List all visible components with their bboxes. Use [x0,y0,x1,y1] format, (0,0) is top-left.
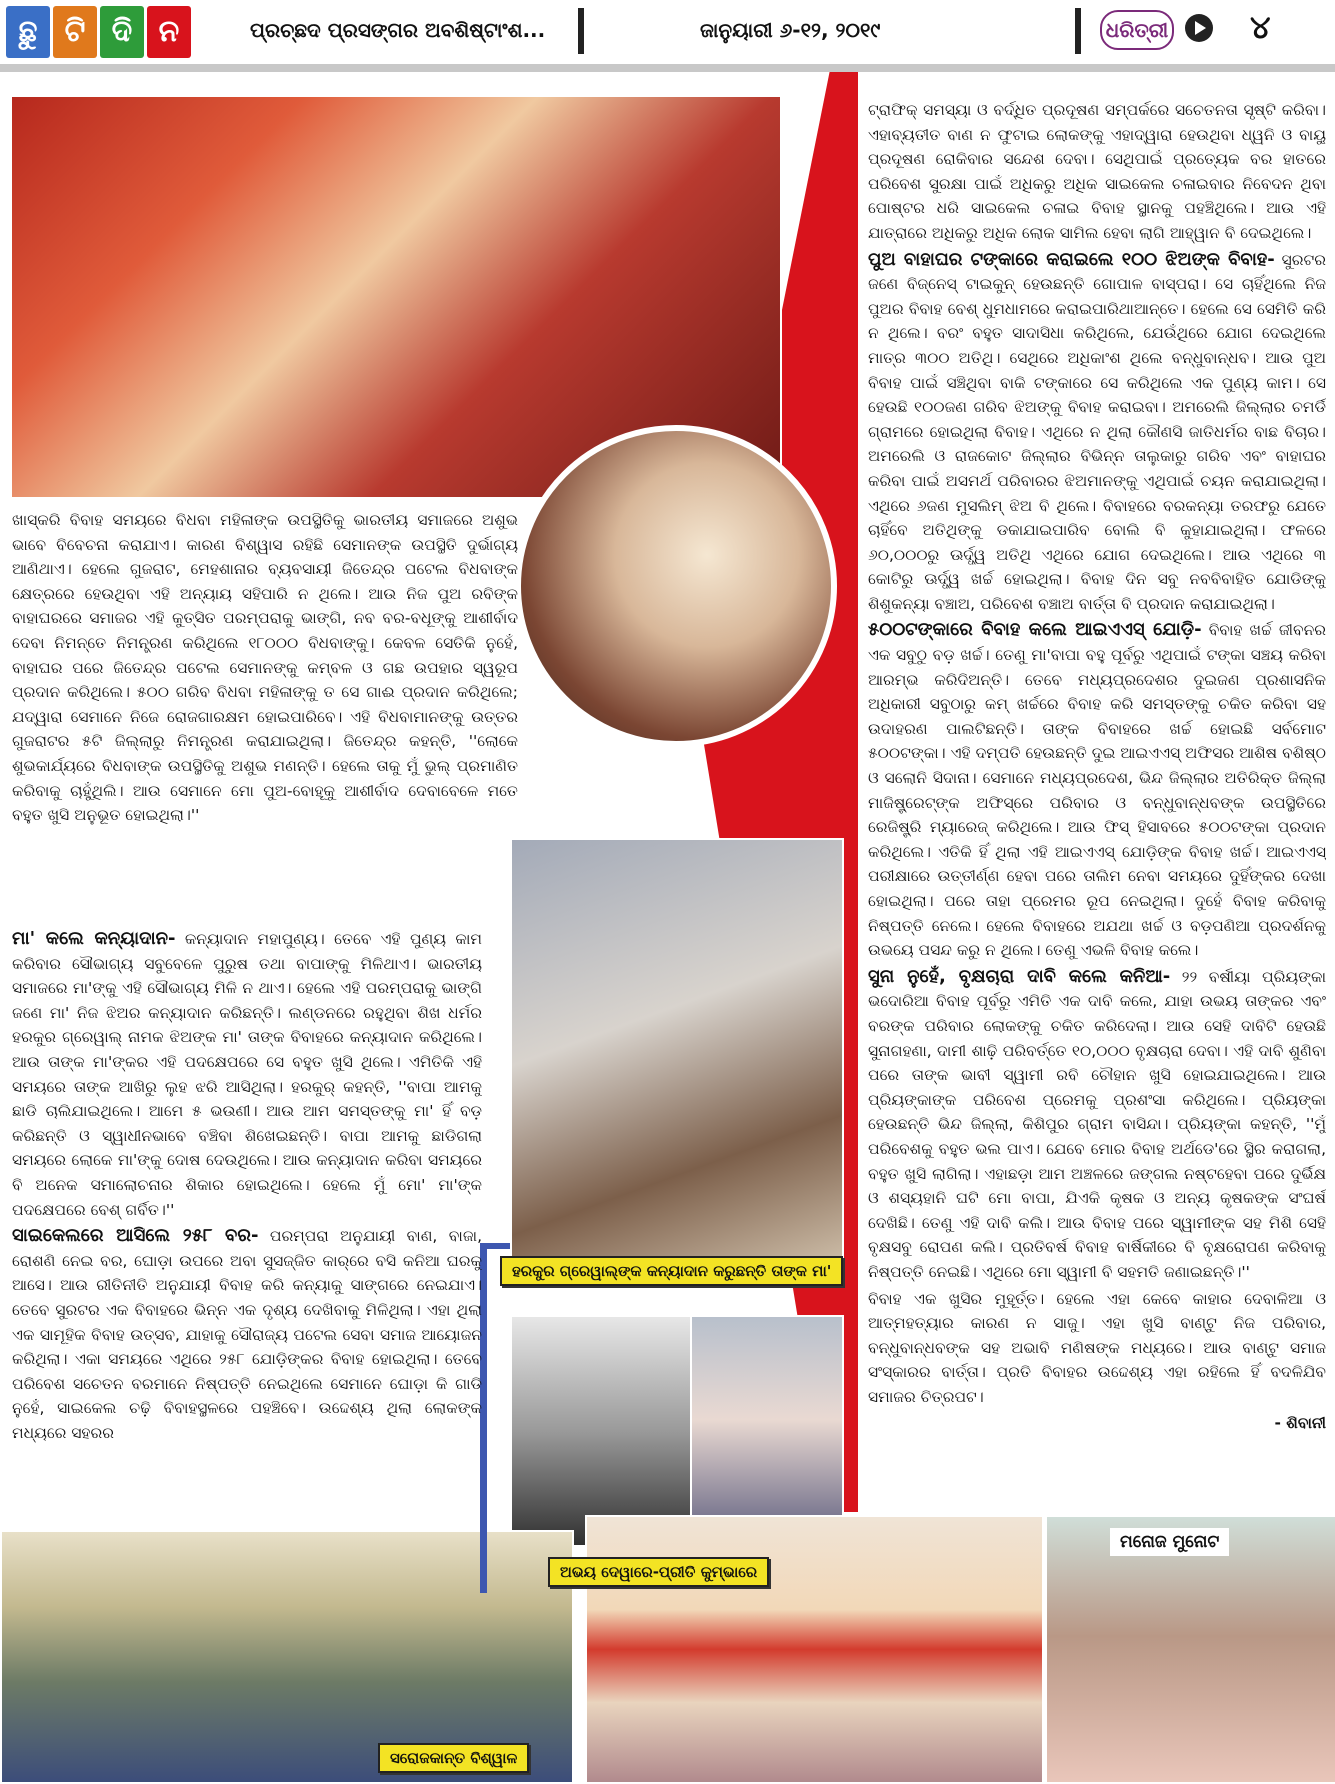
issue-date: ଜାନୁୟାରୀ ୬-୧୨, ୨୦୧୯ [700,18,881,42]
couple-garland-photo [690,1315,844,1547]
brand-logo: ଧରିତ୍ରୀ [1100,10,1174,50]
logo-letter: ନ [147,6,191,58]
divider [578,8,584,54]
play-icon [1185,14,1213,42]
author-signature: - ଶିବାନୀ [1274,1414,1326,1433]
paragraph: ୨୨ ବର୍ଷୀୟା ପ୍ରିୟଙ୍କା ଭଦୋରିଆ ବିବାହ ପୂର୍ବରୁ ଏମିତି ଏକ ଦାବି କଲେ, ଯାହା ଉଭୟ ତାଙ୍କର ଏବଂ ବରଙ୍କ ପରିବାର ଲୋକଙ୍କୁ ଚକିତ କରିଦେଲା। ଆଉ ସେହି ଦାବିଟି ହେଉଛି ସୁନାଗହଣା, ଦାମୀ ଶାଢ଼ି ପରିବର୍ତ୍ତେ ୧୦,୦୦୦ ବୃକ୍ଷଚାରା ଦେବା। ଏହି ଦାବି ଶୁଣିବା ପରେ ତାଙ୍କ ଭାବୀ ସ୍ୱାମୀ ରବି ଚୌହାନ ଖୁସି ହୋଇଯାଇଥିଲେ। ଆଉ ପ୍ରିୟଙ୍କାଙ୍କ ପରିବେଶ ପ୍ରେମକୁ ପ୍ରଶଂସା କରିଥିଲେ। ପ୍ରିୟଙ୍କା ହେଉଛନ୍ତି ଭିନ୍ଦ ଜିଲ୍ଲା, କିଶିପୁର ଗ୍ରାମ ବାସିନ୍ଦା। ପ୍ରିୟଙ୍କା କହନ୍ତି, ''ମୁଁ ପରିବେଶକୁ ବହୁତ ଭଲ ପାଏ। ଯେବେ ମୋର ବିବାହ ଅର୍ଥଡେ'ରେ ସ୍ଥିର କରାଗଲା, ବହୁତ ଖୁସି ଲାଗିଲା। ଏହାଛଡ଼ା ଆମ ଅଞ୍ଚଳରେ ଜଙ୍ଗଲ ନଷ୍ଟହେବା ପରେ ଦୁର୍ଭିକ୍ଷ ଓ ଶସ୍ୟହାନି ଘଟି ମୋ ବାପା, ଯିଏକି କୃଷକ ଓ ଅନ୍ୟ କୃଷକଙ୍କ ସଂଘର୍ଷ ଦେଖିଛି। ତେଣୁ ଏହି ଦାବି କଲି। ଆଉ ବିବାହ ପରେ ସ୍ୱାମୀଙ୍କ ସହ ମିଶି ସେହି ବୃକ୍ଷସବୁ ରୋପଣ କଲି। ପ୍ରତିବର୍ଷ ବିବାହ ବାର୍ଷିକୀରେ ବି ବୃକ୍ଷରୋପଣ କରିବାକୁ ନିଷ୍ପତ୍ତି ନେଇଛି। ଏଥିରେ ମୋ ସ୍ୱାମୀ ବି ସହମତି ଜଣାଇଛନ୍ତି।'' [868,967,1326,1281]
subheading: ମା' କଲେ କନ୍ୟାଦାନ- [12,928,176,949]
header-rule [0,64,1335,72]
caption-couple: ଅଭୟ ଦେୱାରେ-ପ୍ରୀତି କୁମ୍ଭାରେ [548,1557,769,1587]
article-column [12,508,518,923]
article-column [12,925,482,1525]
bride-groom-circle-photo [515,425,837,747]
paragraph: ବିବାହ ଏକ ଖୁସିର ମୁହୂର୍ତ୍ତ। ହେଲେ ଏହା କେବେ କାହାର ଦେବାଳିଆ ଓ ଆତ୍ମହତ୍ୟାର କାରଣ ନ ସାଜୁ। ଏହା ଖୁସି ବାଣ୍ଟୁ ନିଜ ପରିବାର, ବନ୍ଧୁବାନ୍ଧବଙ୍କ ସହ ଅଭାବି ମଣିଷଙ୍କ ମଧ୍ୟରେ। ଆଉ ବାଣ୍ଟୁ ସମାଜ ସଂସ୍କାରର ବାର୍ତ୍ତା। ପ୍ରତି ବିବାହର ଉଦ୍ଦେଶ୍ୟ ଏହା ରହିଲେ ହିଁ ବଦଳିଯିବ ସମାଜର ଚିତ୍ରପଟ। [868,1289,1326,1406]
caption-cycle: ସରୋଜକାନ୍ତ ବିଶ୍ୱାଳ [378,1743,529,1773]
section-title: ପ୍ରଚ୍ଛଦ ପ୍ରସଙ୍ଗର ଅବଶିଷ୍ଟାଂଶ... [250,18,546,42]
paragraph: ପରମ୍ପରା ଅନୁଯାୟୀ ବାଣ, ବାଜା, ରୋଶଣି ନେଇ ବର, ଘୋଡ଼ା ଉପରେ ଅବା ସୁସଜ୍ଜିତ କାର୍‌ରେ ବସି କନିଆ ଘରକୁ ଆସେ। ଆଉ ରୀତିନୀତି ଅନୁଯାୟୀ ବିବାହ କରି କନ୍ୟାକୁ ସାଙ୍ଗରେ ନେଇଯାଏ। ତେବେ ସୁରଟର ଏକ ବିବାହରେ ଭିନ୍ନ ଏକ ଦୃଶ୍ୟ ଦେଖିବାକୁ ମିଳିଥିଲା। ଏହା ଥିଲା ଏକ ସାମୂହିକ ବିବାହ ଉତ୍ସବ, ଯାହାକୁ ସୌରାଜ୍ୟ ପଟେଲ ସେବା ସମାଜ ଆୟୋଜନ କରିଥିଲା। ଏକା ସମୟରେ ଏଥିରେ ୨୫୮ ଯୋଡ଼ିଙ୍କର ବିବାହ ହୋଇଥିଲା। ତେବେ ପରିବେଶ ସଚେତନ ବରମାନେ ନିଷ୍ପତ୍ତି ନେଇଥିଲେ ସେମାନେ ଘୋଡ଼ା କି ଗାଡି ନୁହେଁ, ସାଇକେଲ ଚଢ଼ି ବିବାହସ୍ଥଳରେ ପହଞ୍ଚିବେ। ଉଦ୍ଦେଶ୍ୟ ଥିଲା ଲୋକଙ୍କ ମଧ୍ୟରେ ସହରର [12,1227,482,1442]
logo-letter: ଦି [100,6,144,58]
paragraph: ବିବାହ ଖର୍ଚ୍ଚ ଜୀବନର ଏକ ସବୁଠୁ ବଡ଼ ଖର୍ଚ୍ଚ। ତେଣୁ ମା'ବାପା ବହୁ ପୂର୍ବରୁ ଏଥିପାଇଁ ଟଙ୍କା ସଞ୍ଚୟ କରିବା ଆରମ୍ଭ କରିଦିଅନ୍ତି। ତେବେ ମଧ୍ୟପ୍ରଦେଶର ଦୁଇଜଣ ପ୍ରଶାସନିକ ଅଧିକାରୀ ସବୁଠାରୁ କମ୍ ଖର୍ଚ୍ଚରେ ବିବାହ କରି ସମସ୍ତଙ୍କୁ ଚକିତ କରିବା ସହ ଉଦାହରଣ ପାଲଟିଛନ୍ତି। ତାଙ୍କ ବିବାହରେ ଖର୍ଚ୍ଚ ହୋଇଛି ସର୍ବମୋଟ ୫୦୦ଟଙ୍କା। ଏହି ଦମ୍ପତି ହେଉଛନ୍ତି ଦୁଇ ଆଇଏଏସ୍ ଅଫିସର ଆଶିଷ ବଶିଷ୍ଠ ଓ ସଲୋନି ସିଦାନା। ସେମାନେ ମଧ୍ୟପ୍ରଦେଶ, ଭିନ୍ଦ ଜିଲ୍ଲାର ଅତିରିକ୍ତ ଜିଲ୍ଲା ମାଜିଷ୍ଟ୍ରେଟ୍‌ଙ୍କ ଅଫିସ୍‌ରେ ପରିବାର ଓ ବନ୍ଧୁବାନ୍ଧବଙ୍କ ଉପସ୍ଥିତିରେ ରେଜିଷ୍ଟ୍ରି ମ୍ୟାରେଜ୍ କରିଥିଲେ। ଆଉ ଫିସ୍ ହିସାବରେ ୫୦୦ଟଙ୍କା ପ୍ରଦାନ କରିଥିଲେ। ଏତିକି ହିଁ ଥିଲା ଏହି ଆଇଏଏସ୍ ଯୋଡ଼ିଙ୍କ ବିବାହ ଖର୍ଚ୍ଚ। ଆଇଏଏସ୍ ପରୀକ୍ଷାରେ ଉତ୍ତୀର୍ଣ୍ଣ ହେବା ପରେ ତାଲିମ ନେବା ସମୟରେ ଦୁହିଁଙ୍କର ଦେଖା ହୋଇଥିଲା। ପରେ ତାହା ପ୍ରେମର ରୂପ ନେଇଥିଲା। ଦୁହେଁ ବିବାହ କରିବାକୁ ନିଷ୍ପତ୍ତି ନେଲେ। ହେଲେ ବିବାହରେ ଅଯଥା ଖର୍ଚ୍ଚ ଓ ବଡ଼ପଣିଆ ପ୍ରଦର୍ଶନକୁ ଉଭୟେ ପସନ୍ଦ କରୁ ନ ଥିଲେ। ତେଣୁ ଏଭଳି ବିବାହ କଲେ। [868,621,1326,960]
paragraph: ସୁରଟର ଜଣେ ବିଜ୍‌ନେସ୍ ଟାଇକୁନ୍ ହେଉଛନ୍ତି ଗୋପାଳ ବାସ୍ପରା। ସେ ଚାହିଁଥିଲେ ନିଜ ପୁଅର ବିବାହ ବେଶ୍ ଧୁମଧାମରେ କରାଇପାରିଥାଆନ୍ତେ। ହେଲେ ସେ ସେମିତି କରି ନ ଥିଲେ। ବରଂ ବହୁତ ସାଦାସିଧା କରିଥିଲେ, ଯେଉଁଥିରେ ଯୋଗ ଦେଇଥିଲେ ମାତ୍ର ୩୦୦ ଅତିଥି। ସେଥିରେ ଅଧିକାଂଶ ଥିଲେ ବନ୍ଧୁବାନ୍ଧବ। ଆଉ ପୁଅ ବିବାହ ପାଇଁ ସଞ୍ଚିଥିବା ବାକି ଟଙ୍କାରେ ସେ କରିଥିଲେ ଏକ ପୁଣ୍ୟ କାମ। ସେ ହେଉଛି ୧୦୦ଜଣ ଗରିବ ଝିଅଙ୍କୁ ବିବାହ କରାଇବା। ଅମରେଲି ଜିଲ୍ଲାର ଚମର୍ଡି ଗ୍ରାମରେ ହୋଇଥିଲା ବିବାହ। ଏଥିରେ ନ ଥିଲା କୌଣସି ଜାତିଧର୍ମର ବାଛ ବିଚାର। ଅମରେଲି ଓ ରାଜକୋଟ ଜିଲ୍ଲାର ବିଭିନ୍ନ ତାଲୁକାରୁ ଗରିବ ଏବଂ ବାହାଘର କରିବା ପାଇଁ ଅସମର୍ଥ ପରିବାରର ଝିଅମାନଙ୍କୁ ଏଥିପାଇଁ ଚୟନ କରାଯାଇଥିଲା। ଏଥିରେ ୬ଜଣ ମୁସଲିମ୍ ଝିଅ ବି ଥିଲେ। ବିବାହରେ ବରକନ୍ୟା ତରଫରୁ ଯେତେ ଚାହିଁବେ ଅତିଥିଙ୍କୁ ଡକାଯାଇପାରିବ ବୋଲି ବି କୁହାଯାଇଥିଲା। ଫଳରେ ୬୦,୦୦୦ରୁ ଊର୍ଦ୍ଧ୍ୱ ଅତିଥି ଏଥିରେ ଯୋଗ ଦେଇଥିଲେ। ଆଉ ଏଥିରେ ୩ କୋଟିରୁ ଊର୍ଦ୍ଧ୍ୱ ଖର୍ଚ୍ଚ ହୋଇଥିଲା। ବିବାହ ଦିନ ସବୁ ନବବିବାହିତ ଯୋଡିଙ୍କୁ ଶିଶୁକନ୍ୟା ବଞ୍ଚାଅ, ପରିବେଶ ବଞ୍ଚାଅ ବାର୍ତ୍ତା ବି ପ୍ରଦାନ କରାଯାଇଥିଲା। [868,250,1326,613]
subheading: ପୁଅ ବାହାଘର ଟଙ୍କାରେ କରାଇଲେ ୧୦୦ ଝିଅଙ୍କ ବିବାହ- [868,248,1275,270]
couple-bw-photo [510,1315,694,1547]
subheading: ସାଇକେଲରେ ଆସିଲେ ୨୫୮ ବର- [12,1225,259,1247]
caption-sikh-wedding: ହରକୁର ଗ୍ରେୱାଲ୍‌ଙ୍କ କନ୍ୟାଦାନ କରୁଛନ୍ତି ତାଙ୍କ ମା' [500,1256,843,1286]
subheading: ୫୦୦ଟଙ୍କାରେ ବିବାହ କଲେ ଆଇଏଏସ୍ ଯୋଡ଼ି- [868,619,1202,641]
houses-photo [585,1515,1044,1784]
logo-letter: ଛୁ [6,6,50,58]
logo-letter: ଟି [53,6,97,58]
divider [1075,8,1081,54]
sikh-wedding-photo [510,838,844,1287]
article-column [868,98,1326,1503]
subheading: ସୁନା ନୁହେଁ, ବୃକ୍ଷଚାରା ଦାବି କଲେ କନିଆ- [868,965,1171,987]
paragraph: ଟ୍ରାଫିକ୍ ସମସ୍ୟା ଓ ବର୍ଦ୍ଧିତ ପ୍ରଦୂଷଣ ସମ୍ପର୍କରେ ସଚେତନତା ସୃଷ୍ଟି କରିବା। ଏହାବ୍ୟତୀତ ବାଣ ନ ଫୁଟାଇ ଲୋକଙ୍କୁ ଏହାଦ୍ୱାରା ହେଉଥିବା ଧ୍ୱନି ଓ ବାୟୁ ପ୍ରଦୂଷଣ ରୋକିବାର ସନ୍ଦେଶ ଦେବା। ସେଥିପାଇଁ ପ୍ରତ୍ୟେକ ବର ହାତରେ ପରିବେଶ ସୁରକ୍ଷା ପାଇଁ ଅଧିକରୁ ଅଧିକ ସାଇକେଲ ଚଳାଇବାର ନିବେଦନ ଥିବା ପୋଷ୍ଟର ଧରି ସାଇକେଲ ଚଳାଇ ବିବାହ ସ୍ଥାନକୁ ପହଞ୍ଚିଥିଲେ। ଆଉ ଏହି ଯାତ୍ରାରେ ଅଧିକରୁ ଅଧିକ ଲୋକ ସାମିଲ ହେବା ଲାଗି ଆହ୍ୱାନ ବି ଦେଇଥିଲେ। [868,101,1326,242]
paragraph: ଖାସ୍‌କରି ବିବାହ ସମୟରେ ବିଧବା ମହିଳାଙ୍କ ଉପସ୍ଥିତିକୁ ଭାରତୀୟ ସମାଜରେ ଅଶୁଭ ଭାବେ ବିବେଚନା କରାଯାଏ। କାରଣ ବିଶ୍ୱାସ ରହିଛି ସେମାନଙ୍କ ଉପସ୍ଥିତି ଦୁର୍ଭାଗ୍ୟ ଆଣିଥାଏ। ହେଲେ ଗୁଜରାଟ, ମେହଶାନାର ବ୍ୟବସାୟୀ ଜିତେନ୍ଦ୍ର ପଟେଲ ବିଧବାଙ୍କ କ୍ଷେତ୍ରରେ ହେଉଥିବା ଏହି ଅନ୍ୟାୟ ସହିପାରି ନ ଥିଲେ। ଆଉ ନିଜ ପୁଅ ରବିଙ୍କ ବାହାଘରରେ ସମାଜର ଏହି କୁତ୍ସିତ ପରମ୍ପରାକୁ ଭାଙ୍ଗି, ନବ ବର-ବଧୂଙ୍କୁ ଆଶୀର୍ବାଦ ଦେବା ନିମନ୍ତେ ନିମନ୍ତ୍ରଣ କରିଥିଲେ ୧୮୦୦୦ ବିଧବାଙ୍କୁ। କେବଳ ସେତିକି ନୁହେଁ, ବାହାଘର ପରେ ଜିତେନ୍ଦ୍ର ପଟେଲ ସେମାନଙ୍କୁ କମ୍ବଳ ଓ ଗଛ ଉପହାର ସ୍ୱରୂପ ପ୍ରଦାନ କରିଥିଲେ। ୫୦୦ ଗରିବ ବିଧବା ମହିଳାଙ୍କୁ ତ ସେ ଗାଈ ପ୍ରଦାନ କରିଥିଲେ; ଯଦ୍ୱାରା ସେମାନେ ନିଜେ ରୋଜଗାରକ୍ଷମ ହୋଇପାରିବେ। ଏହି ବିଧବାମାନଙ୍କୁ ଉତ୍ତର ଗୁଜରାଟର ୫ଟି ଜିଲ୍ଲାରୁ ନିମନ୍ତ୍ରଣ କରାଯାଇଥିଲା। ଜିତେନ୍ଦ୍ର କହନ୍ତି, ''ଲୋକେ ଶୁଭକାର୍ଯ୍ୟରେ ବିଧବାଙ୍କ ଉପସ୍ଥିତିକୁ ଅଶୁଭ ମଣନ୍ତି। ହେଲେ ତାକୁ ମୁଁ ଭୁଲ୍ ପ୍ରମାଣିତ କରିବାକୁ ଚାହୁଁଥିଲି। ଆଉ ସେମାନେ ମୋ ପୁଅ-ବୋହୂକୁ ଆଶୀର୍ବାଦ ଦେବାବେଳେ ମତେ ବହୁତ ଖୁସି ଅନୁଭୂତ ହୋଇଥିଲା।'' [12,511,518,825]
caption-manoj: ମନୋଜ ମୁନୋଟ [1110,1528,1229,1556]
paragraph: କନ୍ୟାଦାନ ମହାପୁଣ୍ୟ। ତେବେ ଏହି ପୁଣ୍ୟ କାମ କରିବାର ସୌଭାଗ୍ୟ ସବୁବେଳେ ପୁରୁଷ ତଥା ବାପାଙ୍କୁ ମିଳିଥାଏ। ଭାରତୀୟ ସମାଜରେ ମା'ଙ୍କୁ ଏହି ସୌଭାଗ୍ୟ ମିଳି ନ ଥାଏ। ହେଲେ ଏହି ପରମ୍ପରାକୁ ଭାଙ୍ଗି ଜଣେ ମା' ନିଜ ଝିଅର କନ୍ୟାଦାନ କରିଛନ୍ତି। ଲଣ୍ଡନରେ ରହୁଥିବା ଶିଖ ଧର୍ମର ହରକୁର ଗ୍ରେୱାଲ୍ ନାମକ ଝିଅଙ୍କ ମା' ତାଙ୍କ ବିବାହରେ କନ୍ୟାଦାନ କରିଥିଲେ। ଆଉ ତାଙ୍କ ମା'ଙ୍କର ଏହି ପଦକ୍ଷେପରେ ସେ ବହୁତ ଖୁସି ଥିଲେ। ଏମିତିକି ଏହି ସମୟରେ ତାଙ୍କ ଆଖିରୁ ଲୁହ ଝରି ଆସିଥିଲା। ହରକୁର୍ କହନ୍ତି, ''ବାପା ଆମକୁ ଛାଡି ଚାଲିଯାଇଥିଲେ। ଆମେ ୫ ଭଉଣୀ। ଆଉ ଆମ ସମସ୍ତଙ୍କୁ ମା' ହିଁ ବଡ଼ କରିଛନ୍ତି ଓ ସ୍ୱାଧୀନଭାବେ ବଞ୍ଚିବା ଶିଖେଇଛନ୍ତି। ବାପା ଆମକୁ ଛାଡିଗଲା ସମୟରେ ଲୋକେ ମା'ଙ୍କୁ ଦୋଷ ଦେଉଥିଲେ। ଆଉ କନ୍ୟାଦାନ କରିବା ସମୟରେ ବି ଅନେକ ସମାଲୋଚନାର ଶିକାର ହୋଇଥିଲେ। ହେଲେ ମୁଁ ମୋ' ମା'ଙ୍କ ପଦକ୍ଷେପରେ ବେଶ୍ ଗର୍ବିତ।'' [12,930,482,1219]
page-number: ୪ [1250,8,1271,46]
logo [6,6,191,58]
